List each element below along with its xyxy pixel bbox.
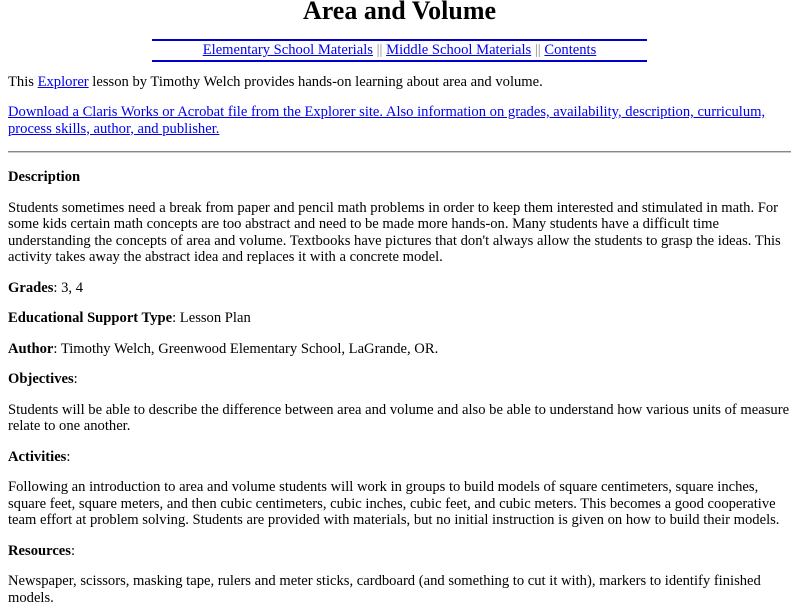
support-label: Educational Support Type xyxy=(8,310,173,326)
grades-label: Grades xyxy=(8,279,54,296)
description-heading: Description xyxy=(8,169,81,185)
colon: : xyxy=(66,448,71,465)
resources-heading: Resources xyxy=(8,542,71,559)
explorer-link[interactable]: Explorer xyxy=(37,73,89,90)
support-value: : Lesson Plan xyxy=(172,310,251,326)
resources-text: Newspaper, scissors, masking tape, rulers and meter sticks, cardboard (and something to cut it with), markers to identify finished models. xyxy=(8,573,761,606)
divider xyxy=(8,151,791,153)
grades-row xyxy=(8,280,791,297)
description-text: Students sometimes need a break from paper and pencil math problems in order to keep them interested and stimulated in math. For some kids certain math concepts are too abstract and need to be made more hands-on. Many students have a difficult time understanding the concepts of area and volume. Textbooks have pictures that don't always allow the students to grasp the ideas. This activity takes away the abstract idea and replaces it with a concrete model. xyxy=(8,199,781,265)
activities-text: Following an introduction to area and volume students will work in groups to build models of square centimeters, square inches, square feet, square meters, and then cubic centimeters, cubic inches, cubic feet, and cubic meters. This becomes a good cooperative team effort at problem solving. Students are provided with materials, but no initial instruction is given on how to build their models. xyxy=(8,479,780,528)
page-title: Area and Volume xyxy=(302,0,497,25)
middle-materials-link[interactable]: Middle School Materials xyxy=(386,42,532,58)
intro-text: This xyxy=(8,73,38,90)
nav-separator: || xyxy=(376,42,383,58)
objectives-heading: Objectives xyxy=(8,371,74,387)
objectives-text: Students will be able to describe the difference between area and volume and also be able to understand how various units of measure relate to one another. xyxy=(8,401,790,434)
activities-heading: Activities xyxy=(8,448,67,465)
nav-separator: || xyxy=(534,42,541,58)
colon: : xyxy=(70,542,76,559)
download-link[interactable]: Download a Claris Works or Acrobat file from the Explorer site. Also information on grades, availability, description, curriculum, process skills, author, and publisher. xyxy=(8,104,766,137)
intro-text: lesson by Timothy Welch provides hands-on learning about area and volume. xyxy=(88,73,543,90)
author-value: : Timothy Welch, Greenwood Elementary School, LaGrande, OR. xyxy=(53,340,439,357)
colon: : xyxy=(73,371,78,387)
support-row xyxy=(8,310,791,327)
nav-bar xyxy=(152,39,647,62)
contents-link[interactable]: Contents xyxy=(544,42,597,58)
author-label: Author xyxy=(8,340,54,357)
grades-value: : 3, 4 xyxy=(53,279,83,296)
author-row xyxy=(8,341,791,358)
intro-paragraph xyxy=(8,74,791,91)
elementary-materials-link[interactable]: Elementary School Materials xyxy=(202,42,373,58)
